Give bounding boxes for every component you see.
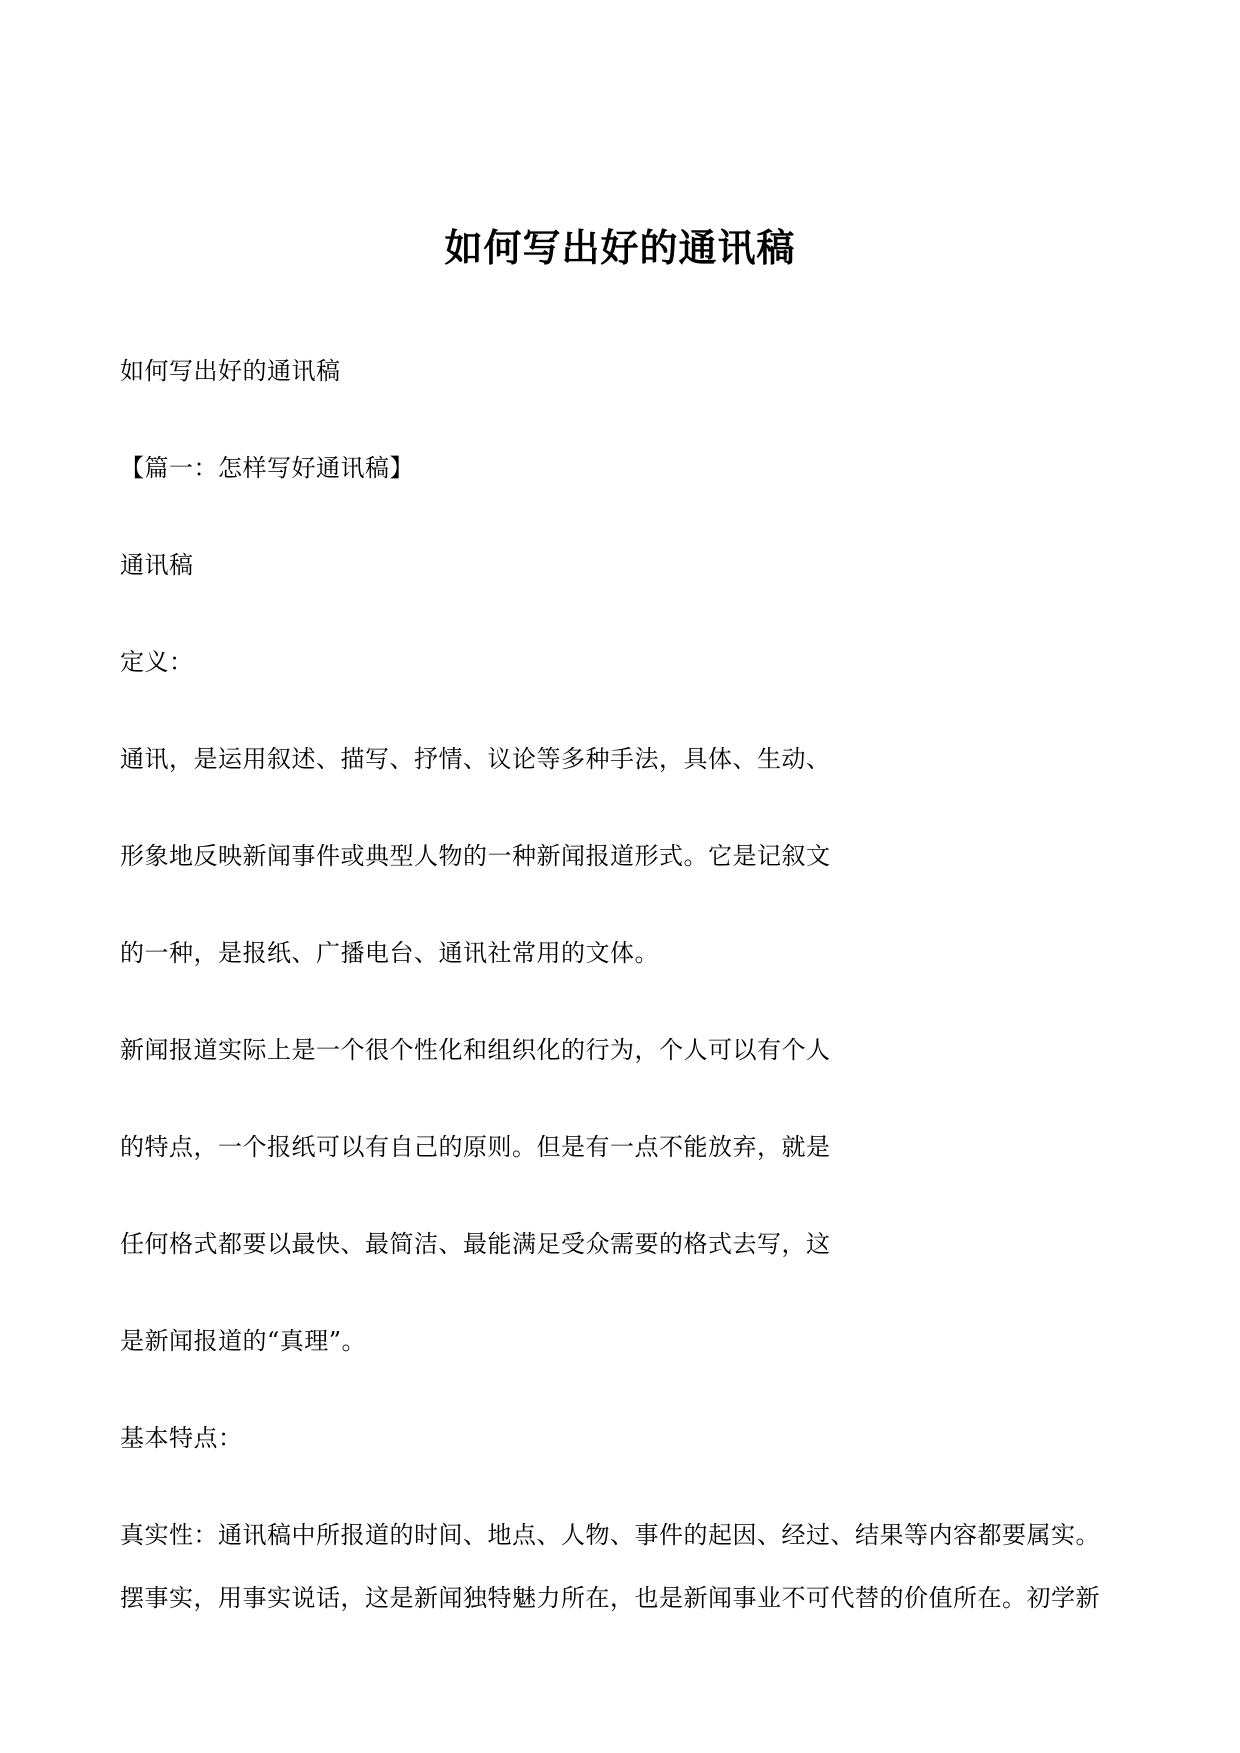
- document-title: 如何写出好的通讯稿: [444, 225, 796, 270]
- paragraph-line: 任何格式都要以最快、最简洁、最能满足受众需要的格式去写，这: [120, 1230, 831, 1258]
- text-line: 基本特点：: [120, 1424, 243, 1452]
- paragraph-line: 形象地反映新闻事件或典型人物的一种新闻报道形式。它是记叙文: [120, 842, 831, 870]
- paragraph-line: 通讯，是运用叙述、描写、抒情、议论等多种手法，具体、生动、: [120, 745, 831, 773]
- paragraph-line: 真实性：通讯稿中所报道的时间、地点、人物、事件的起因、经过、结果等内容都要属实。: [120, 1521, 1100, 1549]
- paragraph-line: 的特点，一个报纸可以有自己的原则。但是有一点不能放弃，就是: [120, 1133, 831, 1161]
- paragraph-line: 是新闻报道的“真理”。: [120, 1327, 367, 1355]
- text-line: 通讯稿: [120, 551, 194, 579]
- paragraph-line: 摆事实，用事实说话，这是新闻独特魅力所在，也是新闻事业不可代替的价值所在。初学新: [120, 1584, 1100, 1612]
- paragraph-line: 的一种，是报纸、广播电台、通讯社常用的文体。: [120, 939, 659, 967]
- text-line: 定义：: [120, 648, 194, 676]
- subtitle-line: 如何写出好的通讯稿: [120, 357, 341, 385]
- section-heading: 【篇一：怎样写好通讯稿】: [120, 454, 414, 482]
- paragraph-line: 新闻报道实际上是一个很个性化和组织化的行为，个人可以有个人: [120, 1036, 831, 1064]
